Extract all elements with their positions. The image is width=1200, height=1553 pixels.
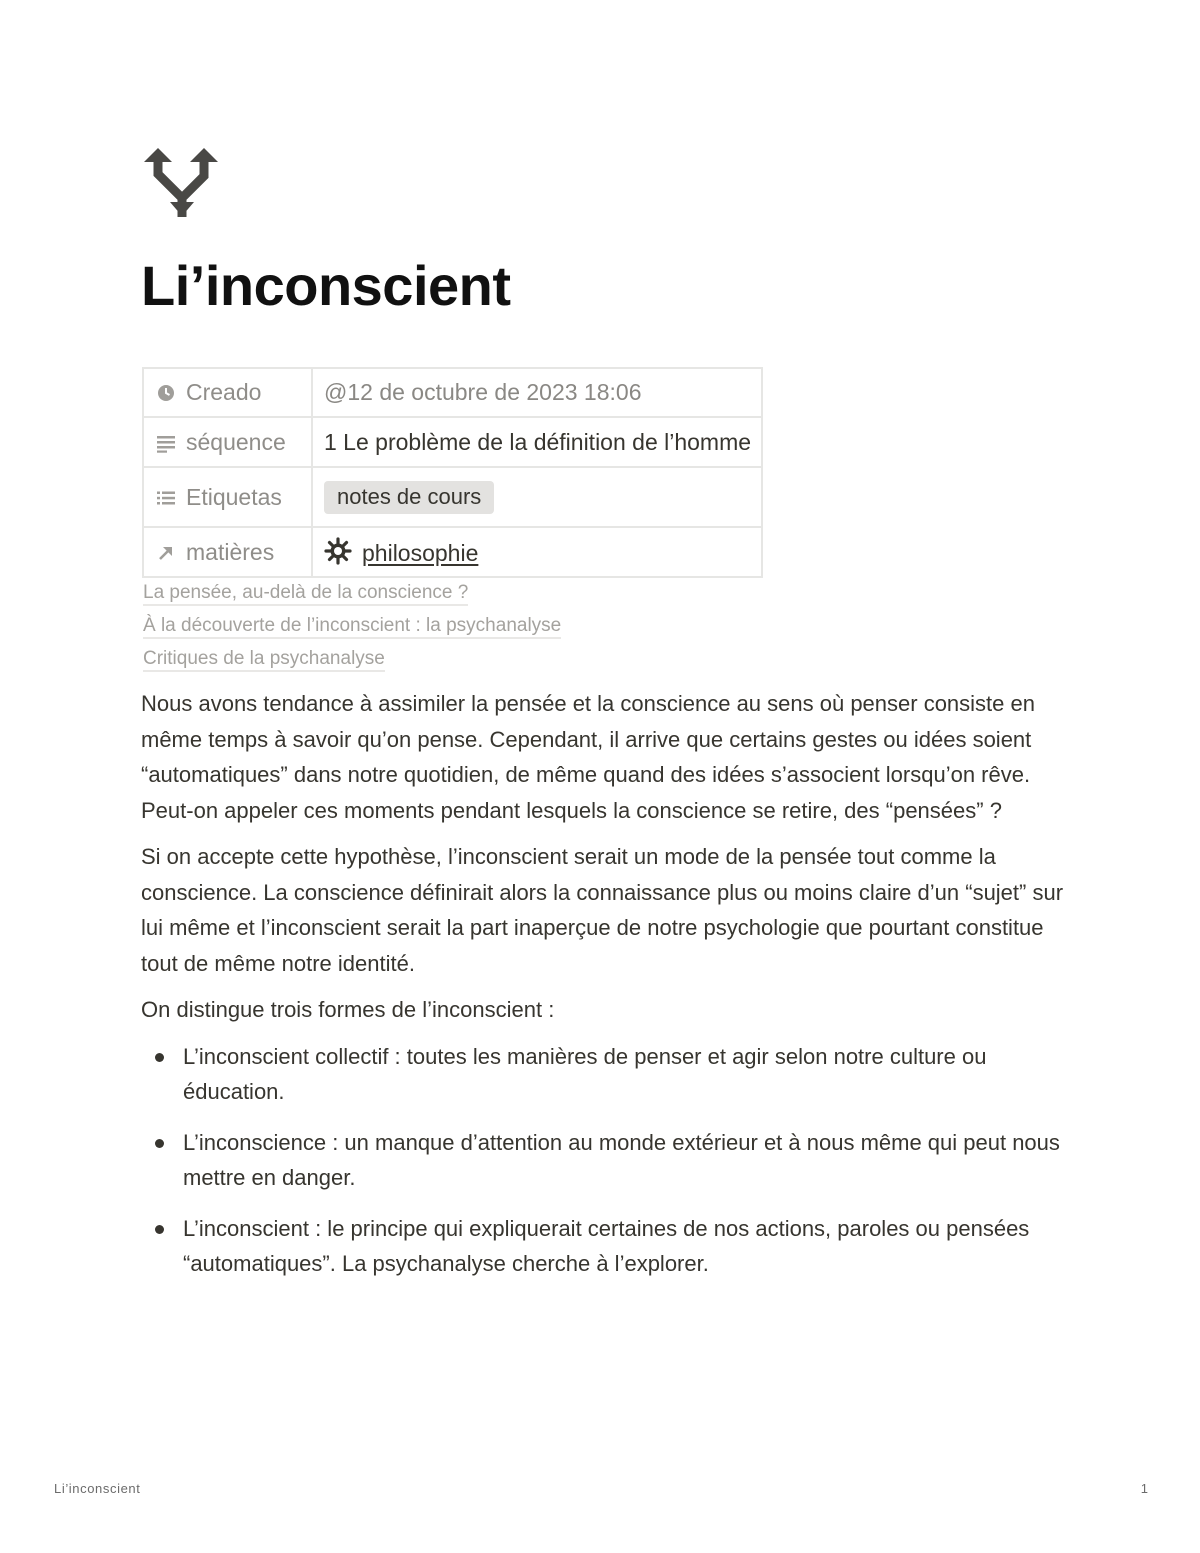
property-label: Creado (186, 379, 262, 405)
paragraph: Nous avons tendance à assimiler la pensée et la conscience au sens où penser consiste en même temps à savoir qu’on pense. Cependant, il arrive que certains gestes ou idées soient “automatiques” dans notre quotidien, de même quand des idées s’associent lorsqu’on rêve. Peut-on appeler ces moments pendant lesquels la conscience se retire, des “pensées” ? (141, 691, 1035, 823)
property-row-sequence (143, 417, 762, 467)
properties-table (142, 367, 763, 578)
page-body (141, 686, 1071, 1297)
split-arrows-icon (142, 146, 226, 220)
tag-badge[interactable]: notes de cours (324, 481, 494, 514)
footer-title: Li’inconscient (54, 1481, 141, 1496)
list-icon (156, 488, 176, 508)
subpage-link[interactable] (143, 578, 561, 611)
subpage-link[interactable] (143, 644, 561, 677)
subpage-link[interactable] (143, 611, 561, 644)
subpage-link-label: La pensée, au-delà de la conscience ? (143, 582, 468, 606)
property-key-created (143, 368, 312, 417)
bullet-item: L’inconscient : le principe qui expliquerait certaines de nos actions, paroles ou pensées “automatiques”. La psychanalyse cherche à l’explorer. (141, 1211, 1071, 1282)
paragraph: Si on accepte cette hypothèse, l’inconscient serait un mode de la pensée tout comme la conscience. La conscience définirait alors la connaissance plus ou moins claire d’un “sujet” sur lui même et l’inconscient serait la part inaperçue de notre psychologie que pourtant constitue tout de même notre identité. (141, 844, 1064, 976)
page-title: Li’inconscient (141, 254, 511, 317)
property-label: matières (186, 538, 275, 565)
property-label: séquence (186, 428, 286, 455)
property-value-created[interactable]: @12 de octubre de 2023 18:06 (312, 368, 762, 417)
subpage-links (143, 578, 561, 677)
bullet-list (141, 1039, 1071, 1282)
subpage-link-label: Critiques de la psychanalyse (143, 648, 385, 672)
property-row-created (143, 368, 762, 417)
property-value-subjects (312, 527, 762, 577)
property-key-sequence (143, 417, 312, 467)
bullet-item: L’inconscient collectif : toutes les manières de penser et agir selon notre culture ou éducation. (141, 1039, 1071, 1110)
property-value-tags (312, 467, 762, 527)
property-row-tags (143, 467, 762, 527)
footer-page-number: 1 (1140, 1481, 1148, 1496)
relation-link-philosophie[interactable]: philosophie (362, 540, 479, 566)
subpage-link-label: À la découverte de l’inconscient : la psychanalyse (143, 615, 561, 639)
arrow-up-right-icon (156, 543, 176, 563)
property-label: Etiquetas (186, 483, 282, 510)
bullet-item: L’inconscience : un manque d’attention au monde extérieur et à nous même qui peut nous mettre en danger. (141, 1125, 1071, 1196)
property-key-tags (143, 467, 312, 527)
property-value-sequence[interactable]: 1 Le problème de la définition de l’homme (312, 417, 762, 467)
property-row-subjects (143, 527, 762, 577)
clock-icon (156, 383, 176, 403)
property-key-subjects (143, 527, 312, 577)
gear-icon (324, 537, 352, 565)
text-lines-icon (156, 433, 176, 453)
paragraph: On distingue trois formes de l’inconscient : (141, 997, 555, 1022)
